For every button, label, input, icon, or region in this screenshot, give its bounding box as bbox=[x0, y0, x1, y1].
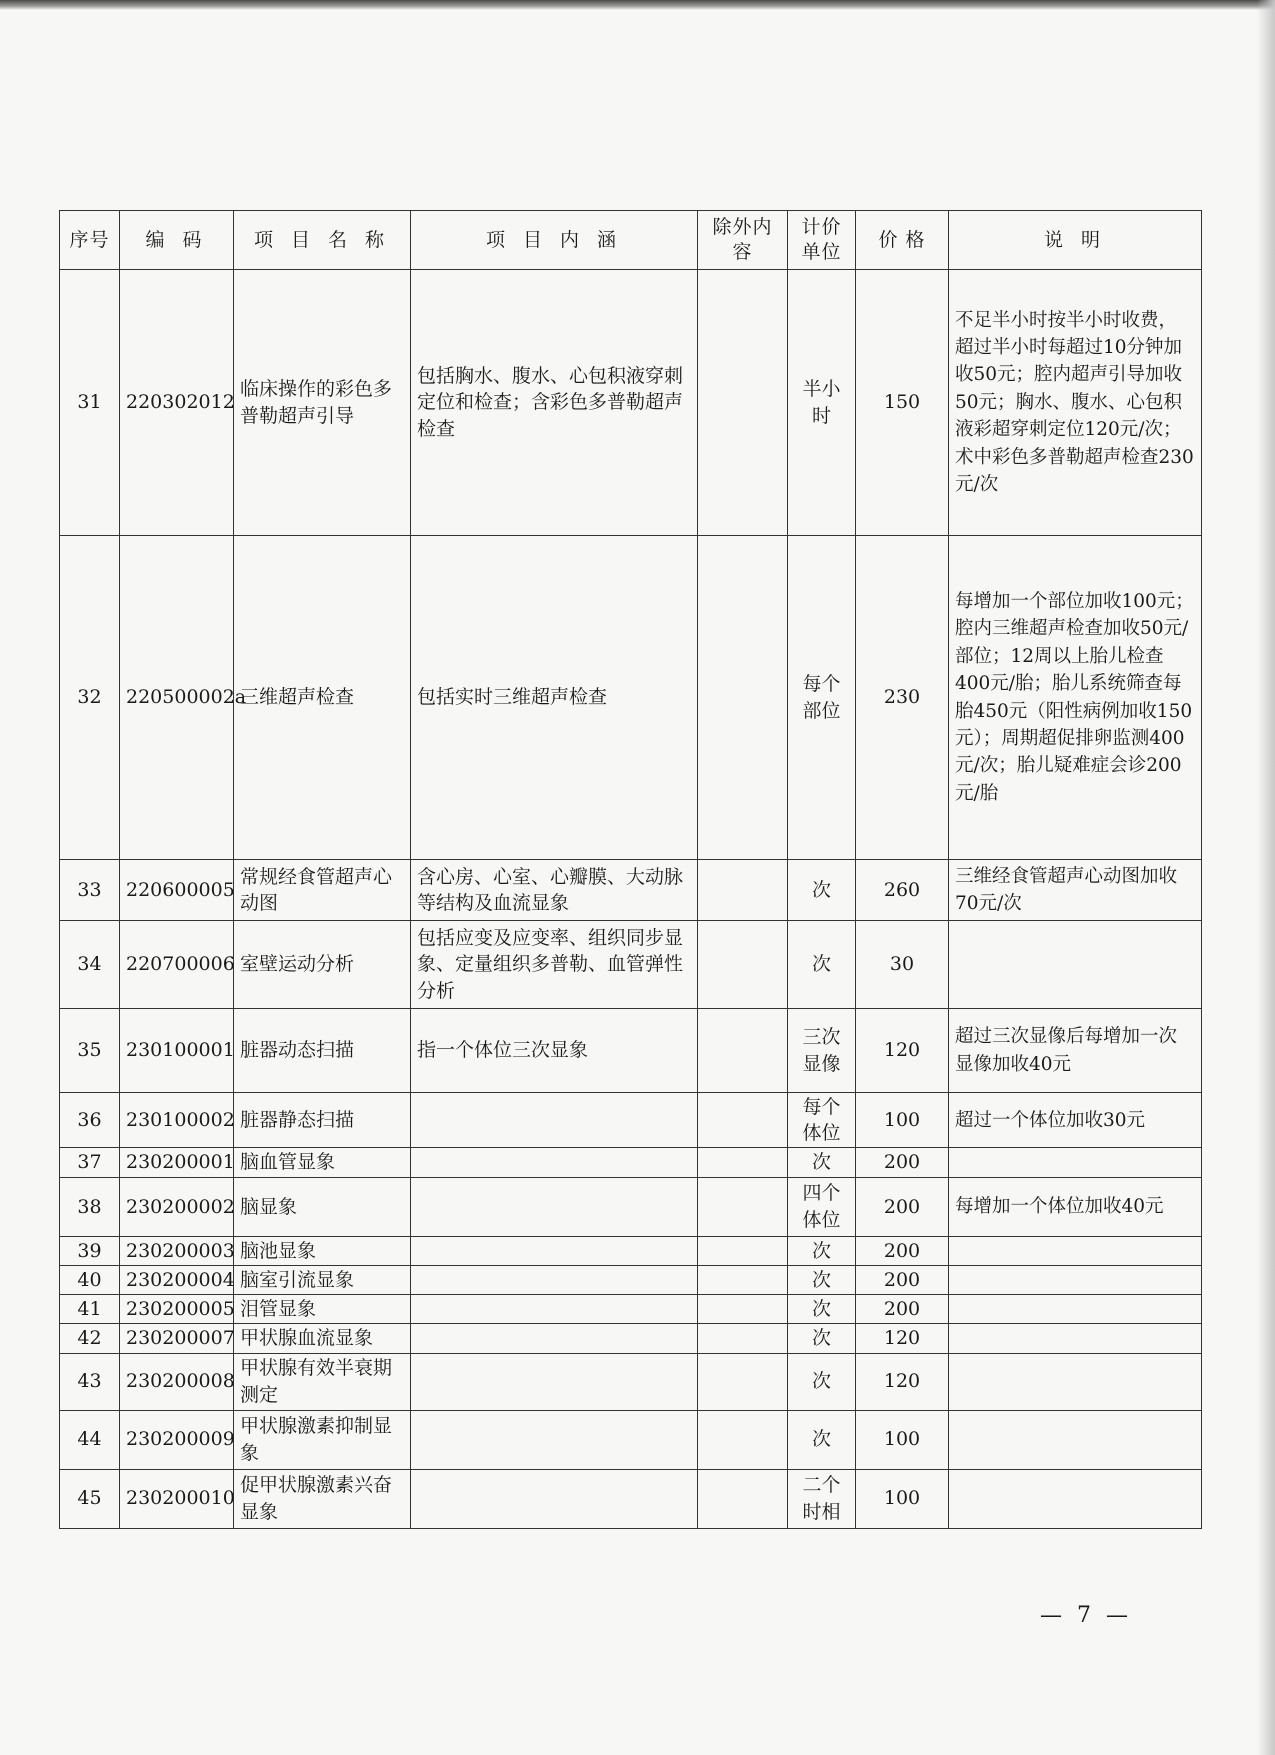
header-price: 价 格 bbox=[856, 211, 949, 270]
page-number: — 7 — bbox=[1040, 1603, 1132, 1628]
cell-unit: 次 bbox=[788, 860, 856, 921]
cell-exclusions bbox=[698, 1353, 788, 1410]
cell-unit: 三次显像 bbox=[788, 1009, 856, 1093]
cell-exclusions bbox=[698, 1236, 788, 1265]
table-row bbox=[60, 1295, 1202, 1324]
cell-exclusions bbox=[698, 1177, 788, 1236]
cell-seq: 42 bbox=[60, 1324, 120, 1353]
table-row bbox=[60, 1177, 1202, 1236]
cell-unit: 每个部位 bbox=[788, 536, 856, 860]
cell-note bbox=[949, 1265, 1202, 1294]
cell-exclusions bbox=[698, 860, 788, 921]
cell-name: 脏器动态扫描 bbox=[234, 1009, 411, 1093]
cell-code: 220600005 bbox=[120, 860, 234, 921]
header-row bbox=[60, 211, 1202, 270]
cell-note bbox=[949, 1148, 1202, 1177]
cell-unit: 次 bbox=[788, 1353, 856, 1410]
cell-name: 脑室引流显象 bbox=[234, 1265, 411, 1294]
cell-note: 不足半小时按半小时收费，超过半小时每超过10分钟加收50元；腔内超声引导加收50元；胸水、腹水、心包积液彩超穿刺定位120元/次；术中彩色多普勒超声检查230元/次 bbox=[949, 270, 1202, 536]
cell-seq: 43 bbox=[60, 1353, 120, 1410]
cell-seq: 38 bbox=[60, 1177, 120, 1236]
cell-code: 230100001 bbox=[120, 1009, 234, 1093]
cell-code: 230200001 bbox=[120, 1148, 234, 1177]
cell-exclusions bbox=[698, 921, 788, 1009]
cell-content bbox=[411, 1324, 698, 1353]
header-content: 项 目 内 涵 bbox=[411, 211, 698, 270]
table-row bbox=[60, 1410, 1202, 1469]
cell-note bbox=[949, 921, 1202, 1009]
cell-content bbox=[411, 1148, 698, 1177]
table-row bbox=[60, 921, 1202, 1009]
cell-exclusions bbox=[698, 1265, 788, 1294]
cell-content bbox=[411, 1295, 698, 1324]
cell-code: 230200010 bbox=[120, 1469, 234, 1528]
cell-name: 促甲状腺激素兴奋显象 bbox=[234, 1469, 411, 1528]
cell-name: 甲状腺激素抑制显象 bbox=[234, 1410, 411, 1469]
cell-unit: 次 bbox=[788, 1148, 856, 1177]
cell-note bbox=[949, 1236, 1202, 1265]
cell-note: 每增加一个体位加收40元 bbox=[949, 1177, 1202, 1236]
cell-seq: 35 bbox=[60, 1009, 120, 1093]
table-row bbox=[60, 1093, 1202, 1148]
cell-code: 220302012 bbox=[120, 270, 234, 536]
cell-price: 100 bbox=[856, 1469, 949, 1528]
cell-code: 230200004 bbox=[120, 1265, 234, 1294]
cell-name: 常规经食管超声心动图 bbox=[234, 860, 411, 921]
cell-name: 脑血管显象 bbox=[234, 1148, 411, 1177]
table-row bbox=[60, 1353, 1202, 1410]
cell-content bbox=[411, 1093, 698, 1148]
cell-exclusions bbox=[698, 1093, 788, 1148]
cell-exclusions bbox=[698, 536, 788, 860]
cell-code: 220700006 bbox=[120, 921, 234, 1009]
cell-code: 230200009 bbox=[120, 1410, 234, 1469]
cell-code: 230100002 bbox=[120, 1093, 234, 1148]
cell-price: 120 bbox=[856, 1324, 949, 1353]
cell-exclusions bbox=[698, 1410, 788, 1469]
cell-code: 230200003 bbox=[120, 1236, 234, 1265]
cell-unit: 半小时 bbox=[788, 270, 856, 536]
cell-note: 超过一个体位加收30元 bbox=[949, 1093, 1202, 1148]
cell-note bbox=[949, 1469, 1202, 1528]
cell-seq: 40 bbox=[60, 1265, 120, 1294]
cell-unit: 次 bbox=[788, 921, 856, 1009]
cell-name: 甲状腺血流显象 bbox=[234, 1324, 411, 1353]
cell-code: 230200007 bbox=[120, 1324, 234, 1353]
cell-seq: 45 bbox=[60, 1469, 120, 1528]
header-exclusions: 除外内容 bbox=[698, 211, 788, 270]
header-note: 说 明 bbox=[949, 211, 1202, 270]
cell-content: 包括应变及应变率、组织同步显象、定量组织多普勒、血管弹性分析 bbox=[411, 921, 698, 1009]
cell-price: 120 bbox=[856, 1009, 949, 1093]
table-row bbox=[60, 860, 1202, 921]
cell-code: 220500002a bbox=[120, 536, 234, 860]
cell-seq: 32 bbox=[60, 536, 120, 860]
cell-content: 包括胸水、腹水、心包积液穿刺定位和检查；含彩色多普勒超声检查 bbox=[411, 270, 698, 536]
cell-note bbox=[949, 1324, 1202, 1353]
cell-seq: 31 bbox=[60, 270, 120, 536]
cell-seq: 39 bbox=[60, 1236, 120, 1265]
cell-code: 230200008 bbox=[120, 1353, 234, 1410]
cell-content bbox=[411, 1236, 698, 1265]
cell-unit: 次 bbox=[788, 1324, 856, 1353]
cell-note: 超过三次显像后每增加一次显像加收40元 bbox=[949, 1009, 1202, 1093]
cell-exclusions bbox=[698, 1324, 788, 1353]
table-row bbox=[60, 1009, 1202, 1093]
cell-seq: 41 bbox=[60, 1295, 120, 1324]
cell-price: 150 bbox=[856, 270, 949, 536]
cell-seq: 36 bbox=[60, 1093, 120, 1148]
cell-name: 甲状腺有效半衰期测定 bbox=[234, 1353, 411, 1410]
cell-price: 30 bbox=[856, 921, 949, 1009]
cell-exclusions bbox=[698, 270, 788, 536]
cell-name: 室壁运动分析 bbox=[234, 921, 411, 1009]
cell-note bbox=[949, 1295, 1202, 1324]
cell-unit: 二个时相 bbox=[788, 1469, 856, 1528]
table-row bbox=[60, 1236, 1202, 1265]
cell-unit: 每个体位 bbox=[788, 1093, 856, 1148]
cell-price: 200 bbox=[856, 1148, 949, 1177]
cell-price: 100 bbox=[856, 1410, 949, 1469]
cell-name: 三维超声检查 bbox=[234, 536, 411, 860]
cell-seq: 37 bbox=[60, 1148, 120, 1177]
cell-unit: 次 bbox=[788, 1265, 856, 1294]
cell-note: 每增加一个部位加收100元；腔内三维超声检查加收50元/部位；12周以上胎儿检查400元/胎；胎儿系统筛查每胎450元（阳性病例加收150元）；周期超促排卵监测400元/次；胎儿疑难症会诊200元/胎 bbox=[949, 536, 1202, 860]
cell-exclusions bbox=[698, 1148, 788, 1177]
fee-table bbox=[59, 210, 1202, 1529]
cell-code: 230200002 bbox=[120, 1177, 234, 1236]
cell-content bbox=[411, 1265, 698, 1294]
cell-exclusions bbox=[698, 1295, 788, 1324]
cell-seq: 34 bbox=[60, 921, 120, 1009]
cell-content: 指一个体位三次显象 bbox=[411, 1009, 698, 1093]
cell-content bbox=[411, 1469, 698, 1528]
table-body bbox=[60, 270, 1202, 1529]
header-unit: 计价单位 bbox=[788, 211, 856, 270]
cell-unit: 次 bbox=[788, 1410, 856, 1469]
cell-price: 200 bbox=[856, 1265, 949, 1294]
cell-content bbox=[411, 1353, 698, 1410]
cell-unit: 四个体位 bbox=[788, 1177, 856, 1236]
cell-content: 包括实时三维超声检查 bbox=[411, 536, 698, 860]
table-row bbox=[60, 1469, 1202, 1528]
cell-seq: 44 bbox=[60, 1410, 120, 1469]
table-row bbox=[60, 1324, 1202, 1353]
cell-unit: 次 bbox=[788, 1295, 856, 1324]
cell-name: 脑池显象 bbox=[234, 1236, 411, 1265]
cell-price: 200 bbox=[856, 1295, 949, 1324]
cell-price: 120 bbox=[856, 1353, 949, 1410]
cell-price: 260 bbox=[856, 860, 949, 921]
cell-note bbox=[949, 1410, 1202, 1469]
cell-content: 含心房、心室、心瓣膜、大动脉等结构及血流显象 bbox=[411, 860, 698, 921]
table-row bbox=[60, 270, 1202, 536]
header-seq: 序号 bbox=[60, 211, 120, 270]
cell-name: 泪管显象 bbox=[234, 1295, 411, 1324]
cell-name: 脏器静态扫描 bbox=[234, 1093, 411, 1148]
table-row bbox=[60, 536, 1202, 860]
table-row bbox=[60, 1148, 1202, 1177]
cell-exclusions bbox=[698, 1469, 788, 1528]
cell-note: 三维经食管超声心动图加收70元/次 bbox=[949, 860, 1202, 921]
cell-content bbox=[411, 1410, 698, 1469]
cell-seq: 33 bbox=[60, 860, 120, 921]
cell-name: 脑显象 bbox=[234, 1177, 411, 1236]
header-name: 项 目 名 称 bbox=[234, 211, 411, 270]
cell-code: 230200005 bbox=[120, 1295, 234, 1324]
cell-price: 200 bbox=[856, 1236, 949, 1265]
table-row bbox=[60, 1265, 1202, 1294]
cell-price: 200 bbox=[856, 1177, 949, 1236]
cell-name: 临床操作的彩色多普勒超声引导 bbox=[234, 270, 411, 536]
cell-note bbox=[949, 1353, 1202, 1410]
cell-price: 230 bbox=[856, 536, 949, 860]
cell-exclusions bbox=[698, 1009, 788, 1093]
cell-price: 100 bbox=[856, 1093, 949, 1148]
cell-content bbox=[411, 1177, 698, 1236]
header-code: 编 码 bbox=[120, 211, 234, 270]
cell-unit: 次 bbox=[788, 1236, 856, 1265]
